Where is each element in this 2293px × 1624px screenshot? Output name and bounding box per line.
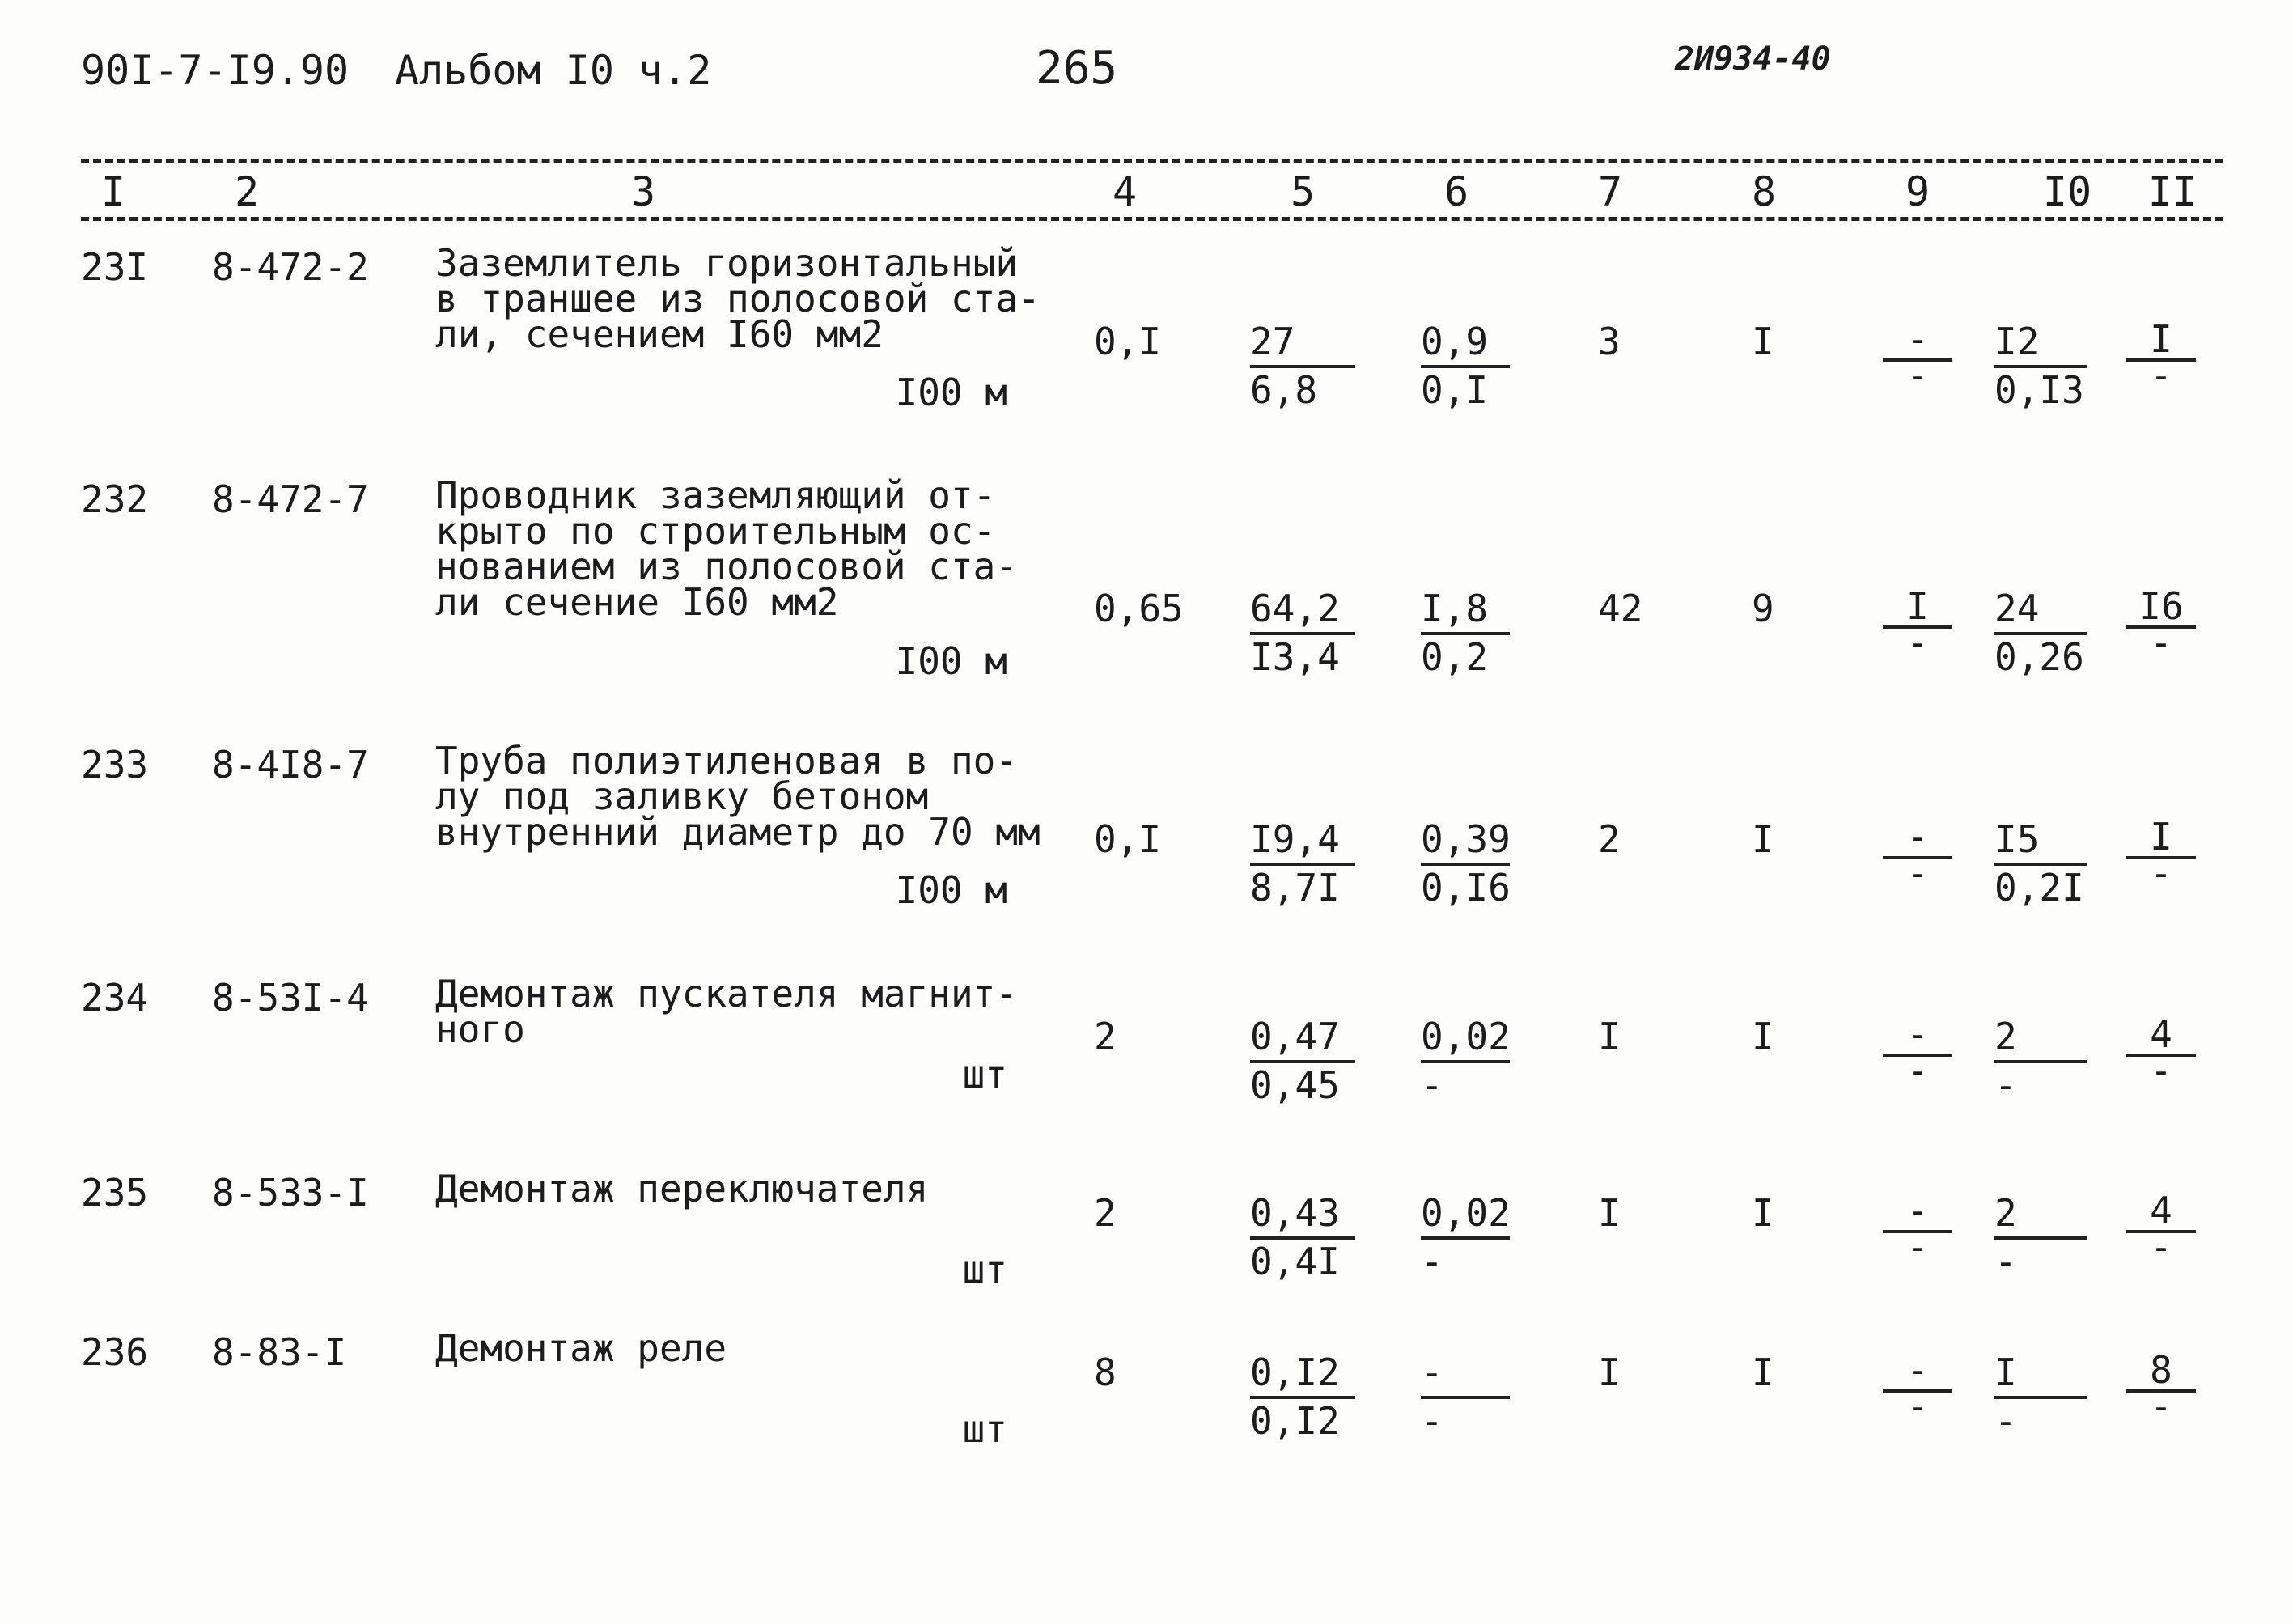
col6-top: 0,02 (1421, 1015, 1510, 1063)
col10-fraction (1994, 1015, 2087, 1107)
col9-bottom: - (1906, 621, 1929, 664)
description-line: в траншее из полосовой ста- (435, 277, 1041, 320)
col7-value: 3 (1598, 320, 1621, 363)
col10-fraction (1994, 587, 2087, 679)
col9-top: - (1883, 817, 1952, 859)
col5-fraction (1250, 1015, 1355, 1107)
description-line: крыто по строительным ос- (435, 509, 996, 553)
col6-top: I,8 (1421, 587, 1510, 635)
unit-of-measure: I00 м (895, 371, 1007, 414)
column-number-1: I (100, 168, 126, 215)
col11-fraction (2126, 1012, 2196, 1092)
col9-bottom: - (1906, 1049, 1929, 1092)
col10-top: I (1994, 1351, 2087, 1399)
col7-value: 2 (1598, 817, 1621, 861)
col9-top: - (1883, 1015, 1952, 1057)
inventory-stamp: 2И934-40 (1675, 40, 1831, 78)
col10-top: 2 (1994, 1015, 2087, 1063)
col9-fraction (1883, 815, 1952, 895)
rate-code: 8-472-2 (212, 245, 369, 289)
col6-bottom: 0,I6 (1421, 866, 1511, 910)
description-line: нованием из полосовой ста- (435, 545, 1019, 588)
col10-bottom: 0,I3 (1994, 368, 2084, 412)
col10-fraction (1994, 320, 2087, 412)
quantity: 2 (1094, 1191, 1117, 1235)
col11-top: 4 (2126, 1191, 2196, 1233)
rate-code: 8-4I8-7 (212, 743, 369, 787)
col10-bottom: - (1994, 1399, 2017, 1443)
col9-fraction (1883, 1189, 1952, 1269)
col5-bottom: 6,8 (1250, 368, 1318, 412)
col10-bottom: 0,26 (1994, 635, 2084, 679)
description-line: Труба полиэтиленовая в по- (435, 739, 1019, 782)
unit-of-measure: I00 м (895, 639, 1007, 683)
column-number-8: 8 (1751, 168, 1777, 215)
col9-bottom: - (1906, 1225, 1929, 1269)
col6-fraction (1421, 587, 1510, 679)
col5-fraction (1250, 1191, 1355, 1283)
description-line: ли сечение I60 мм2 (435, 580, 839, 624)
rate-code: 8-533-I (212, 1171, 369, 1215)
description-line: Демонтаж пускателя магнит- (435, 972, 1019, 1016)
col7-value: 42 (1598, 587, 1643, 630)
col9-bottom: - (1906, 851, 1929, 895)
col11-fraction (2126, 815, 2196, 895)
col11-bottom: - (2150, 851, 2172, 895)
col5-fraction (1250, 1351, 1355, 1443)
col11-bottom: - (2150, 354, 2172, 397)
page-number: 265 (1036, 42, 1118, 95)
col5-bottom: 8,7I (1250, 866, 1340, 910)
col10-top: I2 (1994, 320, 2087, 368)
rate-code: 8-83-I (212, 1330, 347, 1374)
col5-bottom: 0,45 (1250, 1063, 1340, 1107)
col10-fraction (1994, 1351, 2087, 1443)
column-number-2: 2 (234, 168, 260, 215)
col7-value: I (1598, 1191, 1621, 1235)
quantity: 2 (1094, 1015, 1117, 1058)
col8-value: 9 (1752, 587, 1774, 630)
rate-code: 8-53I-4 (212, 976, 369, 1020)
col10-bottom: - (1994, 1063, 2017, 1107)
col10-top: 2 (1994, 1191, 2087, 1240)
col10-fraction (1994, 817, 2087, 910)
col6-fraction (1421, 320, 1510, 412)
col8-value: I (1752, 817, 1774, 861)
col6-fraction (1421, 1351, 1510, 1443)
column-number-9: 9 (1905, 168, 1931, 215)
col11-fraction (2126, 1348, 2196, 1428)
col6-top: - (1421, 1351, 1510, 1399)
unit-of-measure: шт (962, 1248, 1007, 1291)
col8-value: I (1752, 1351, 1774, 1394)
col5-bottom: I3,4 (1250, 635, 1340, 679)
column-number-10: I0 (2042, 168, 2092, 215)
description-line: ного (435, 1007, 525, 1051)
col11-top: 4 (2126, 1015, 2196, 1057)
col8-value: I (1752, 1015, 1774, 1058)
col5-top: 0,I2 (1250, 1351, 1355, 1399)
col6-top: 0,39 (1421, 817, 1510, 866)
col11-bottom: - (2150, 1384, 2172, 1428)
col9-fraction (1883, 1348, 1952, 1428)
header-bottom-rule (81, 217, 2223, 221)
col6-bottom: 0,I (1421, 368, 1489, 412)
col9-fraction (1883, 1012, 1952, 1092)
col5-top: 0,43 (1250, 1191, 1355, 1240)
col10-bottom: - (1994, 1240, 2017, 1283)
col9-top: - (1883, 1191, 1952, 1233)
col10-top: I5 (1994, 817, 2087, 866)
rate-code: 8-472-7 (212, 477, 369, 521)
column-number-3: 3 (630, 168, 656, 215)
col11-top: I (2126, 817, 2196, 859)
col11-bottom: - (2150, 1225, 2172, 1269)
description-line: Проводник заземляющий от- (435, 473, 996, 517)
description-line: ли, сечением I60 мм2 (435, 312, 884, 356)
description-line: лу под заливку бетоном (435, 774, 929, 818)
col7-value: I (1598, 1015, 1621, 1058)
col9-fraction (1883, 584, 1952, 664)
col5-bottom: 0,4I (1250, 1240, 1340, 1283)
col6-bottom: - (1421, 1063, 1443, 1107)
col11-top: I (2126, 320, 2196, 362)
col5-fraction (1250, 320, 1355, 412)
row-number: 234 (81, 976, 149, 1020)
column-number-7: 7 (1597, 168, 1623, 215)
column-number-4: 4 (1112, 168, 1138, 215)
col8-value: I (1752, 320, 1774, 363)
unit-of-measure: I00 м (895, 868, 1007, 912)
col9-top: - (1883, 1351, 1952, 1393)
col6-bottom: - (1421, 1240, 1443, 1283)
col11-fraction (2126, 1189, 2196, 1269)
document-code: 90I-7-I9.90 (81, 47, 350, 94)
column-number-5: 5 (1290, 168, 1316, 215)
col9-bottom: - (1906, 1384, 1929, 1428)
col6-top: 0,9 (1421, 320, 1510, 368)
row-number: 235 (81, 1171, 149, 1215)
col9-fraction (1883, 317, 1952, 397)
row-number: 233 (81, 743, 149, 787)
col6-top: 0,02 (1421, 1191, 1510, 1240)
col5-bottom: 0,I2 (1250, 1399, 1340, 1443)
unit-of-measure: шт (962, 1407, 1007, 1451)
col11-fraction (2126, 584, 2196, 664)
description-line: Демонтаж переключателя (435, 1167, 929, 1211)
quantity: 8 (1094, 1351, 1117, 1394)
col6-bottom: - (1421, 1399, 1443, 1443)
col5-fraction (1250, 817, 1355, 910)
col6-fraction (1421, 817, 1510, 910)
row-number: 236 (81, 1330, 149, 1374)
row-number: 232 (81, 477, 149, 521)
quantity: 0,65 (1094, 587, 1184, 630)
col5-top: 27 (1250, 320, 1355, 368)
description-line: Заземлитель горизонтальный (435, 241, 1019, 285)
description-line: Демонтаж реле (435, 1326, 727, 1370)
album-label: Альбом I0 ч.2 (395, 47, 712, 94)
col10-bottom: 0,2I (1994, 866, 2084, 910)
col5-top: 0,47 (1250, 1015, 1355, 1063)
quantity: 0,I (1094, 320, 1162, 363)
quantity: 0,I (1094, 817, 1162, 861)
col6-fraction (1421, 1015, 1510, 1107)
col10-fraction (1994, 1191, 2087, 1283)
col11-top: I6 (2126, 587, 2196, 629)
col7-value: I (1598, 1351, 1621, 1394)
col5-top: 64,2 (1250, 587, 1355, 635)
col6-bottom: 0,2 (1421, 635, 1489, 679)
column-number-6: 6 (1443, 168, 1469, 215)
col9-top: - (1883, 320, 1952, 362)
col5-top: I9,4 (1250, 817, 1355, 866)
description-line: внутренний диаметр до 70 мм (435, 810, 1041, 854)
col5-fraction (1250, 587, 1355, 679)
col11-bottom: - (2150, 621, 2172, 664)
header-top-rule (81, 159, 2223, 163)
unit-of-measure: шт (962, 1053, 1007, 1096)
col9-top: I (1883, 587, 1952, 629)
col8-value: I (1752, 1191, 1774, 1235)
col11-bottom: - (2150, 1049, 2172, 1092)
col11-top: 8 (2126, 1351, 2196, 1393)
col6-fraction (1421, 1191, 1510, 1283)
col9-bottom: - (1906, 354, 1929, 397)
row-number: 23I (81, 245, 149, 289)
col11-fraction (2126, 317, 2196, 397)
col10-top: 24 (1994, 587, 2087, 635)
column-number-11: II (2147, 168, 2198, 215)
